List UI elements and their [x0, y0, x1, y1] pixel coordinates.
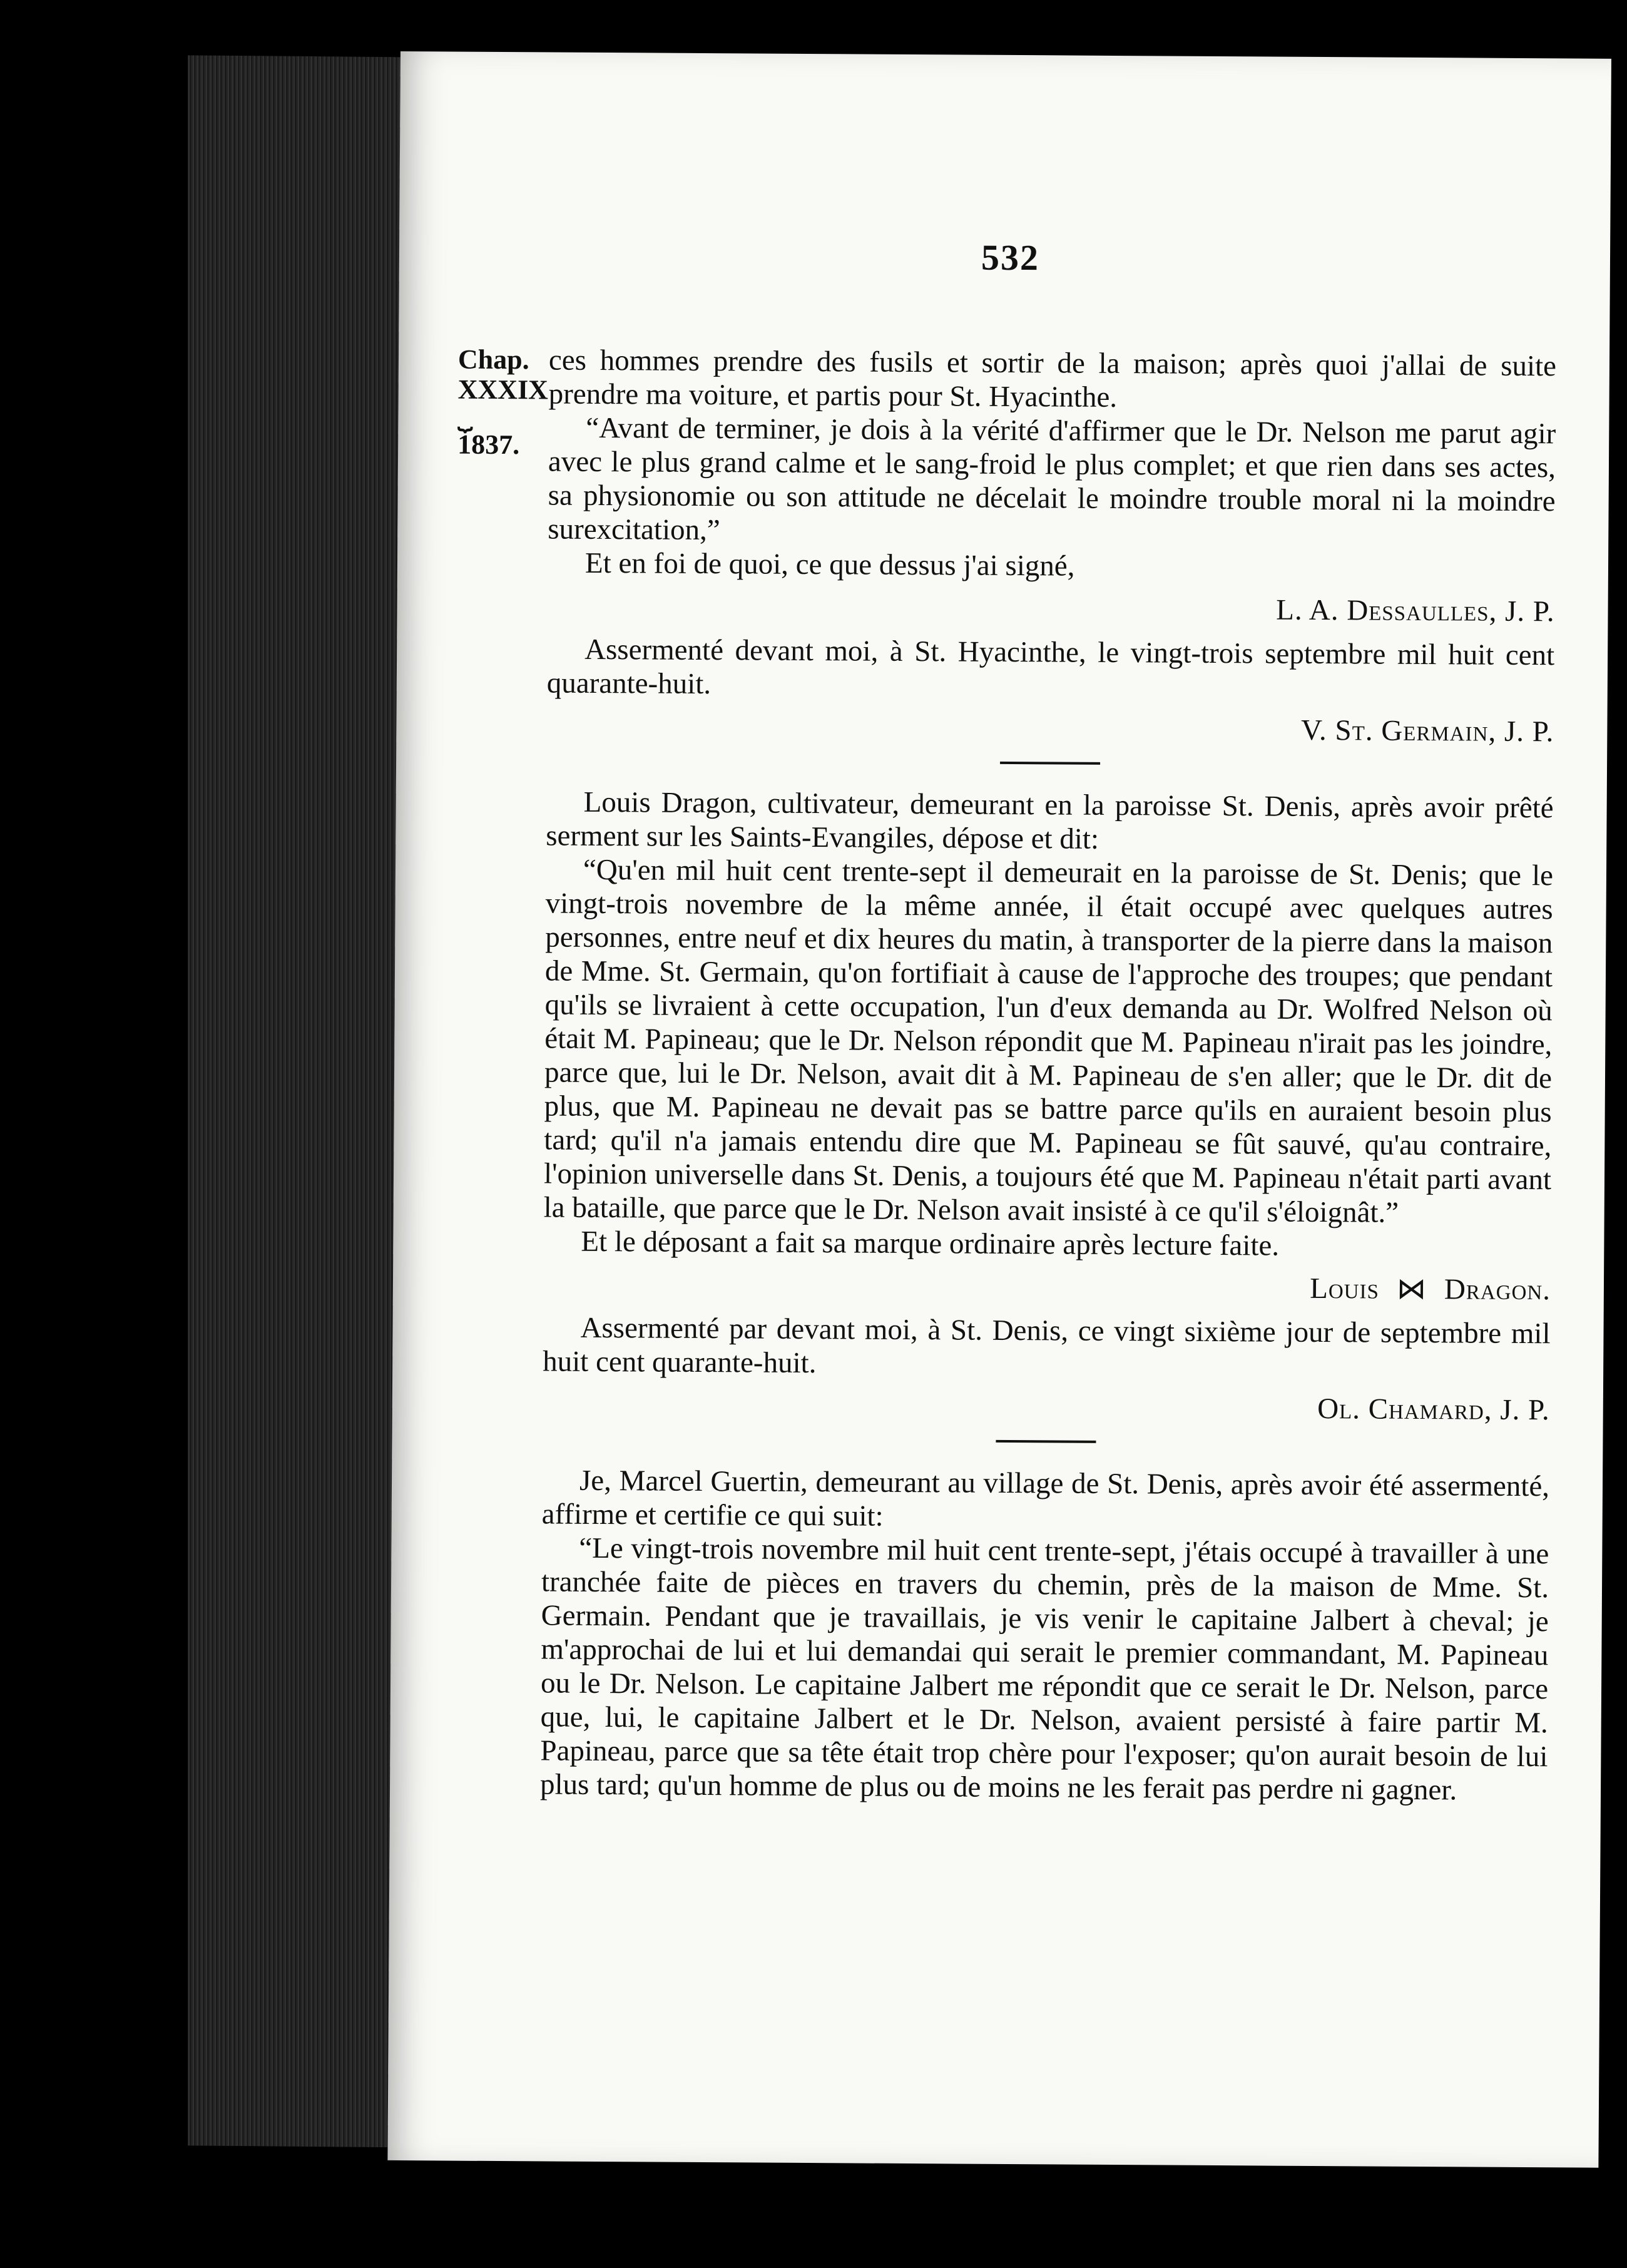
- paragraph: Louis Dragon, cultivateur, demeurant en la paroisse St. Denis, après avoir prêté serment sur les Saints-Evangiles, dépose et dit:: [546, 785, 1554, 856]
- signature-first-name: Louis: [1310, 1272, 1380, 1305]
- section-divider: [996, 1440, 1096, 1443]
- oath-statement: Assermenté par devant moi, à St. Denis, ce vingt sixième jour de septembre mil huit cent quarante-huit.: [543, 1311, 1551, 1380]
- signature-last-name: Dragon.: [1444, 1273, 1551, 1307]
- signature-chamard: Ol. Chamard, J. P.: [1317, 1392, 1550, 1427]
- signature-mark: ⋈: [1396, 1272, 1427, 1306]
- signature-dessaulles: L. A. Dessaulles, J. P.: [1276, 593, 1555, 628]
- paragraph: ces hommes prendre des fusils et sortir de la maison; après quoi j'allai de suite prendre ma voiture, et partis pour St. Hyacinthe.: [548, 344, 1557, 414]
- paragraph: “Le vingt-trois novembre mil huit cent trente-sept, j'étais occupé à travailler à une tranchée faite de pièces en travers du chemin, près de la maison de Mme. St. Germain. Pendant que je travaillais, je vis venir le capitaine Jalbert à cheval; je m'approchai de lui et lui demandai qui serait le premier commandant, M. Papineau ou le Dr. Nelson. Le capitaine Jalbert me répondit que ce serait le Dr. Nelson, parce que, lui, le capitaine Jalbert et le Dr. Nelson, avaient persisté à faire partir M. Papineau, parce que sa tête était trop chère pour l'exposer; qu'on aurait besoin de lui plus tard; qu'un homme de plus ou de moins ne les ferait pas perdre ni gagner.: [539, 1531, 1549, 1807]
- paragraph: Et en foi de quoi, ce que dessus j'ai signé,: [584, 546, 1075, 583]
- signature-dragon: [543, 1267, 1551, 1307]
- paragraph: Je, Marcel Guertin, demeurant au village de St. Denis, après avoir été assermenté, affirme et certifie ce qui suit:: [541, 1464, 1550, 1533]
- page-number: 532: [981, 237, 1040, 278]
- margin-year: 1837.: [457, 429, 520, 461]
- margin-chapter-number: XXXIX: [457, 374, 549, 406]
- oath-statement: Assermenté devant moi, à St. Hyacinthe, le vingt-trois septembre mil huit cent quarante-huit.: [546, 633, 1555, 701]
- paragraph: Et le déposant a fait sa marque ordinaire après lecture faite.: [581, 1225, 1280, 1262]
- paragraph: “Avant de terminer, je dois à la vérité d'affirmer que le Dr. Nelson me parut agir avec le plus grand calme et le sang-froid le plus complet; et que rien dans ses actes, sa physionomie ou son attitude ne décelait le moindre trouble moral ni la moindre surexcitation,”: [548, 411, 1556, 547]
- page-content: [387, 51, 1611, 2168]
- signature-st-germain: V. St. Germain, J. P.: [1300, 713, 1554, 748]
- section-divider: [1000, 762, 1100, 765]
- margin-chapter: Chap.: [457, 344, 529, 375]
- book-page: [387, 51, 1611, 2168]
- margin-brace: ⏟: [457, 402, 473, 431]
- body-text: [540, 343, 1556, 1807]
- paragraph: “Qu'en mil huit cent trente-sept il demeurait en la paroisse de St. Denis; que le vingt-trois novembre de la même année, il était occupé avec quelques autres personnes, entre neuf et dix heures du matin, à transporter de la pierre dans la maison de Mme. St. Germain, qu'on fortifiait à cause de l'approche des troupes; que pendant qu'ils se livraient à cette occupation, l'un d'eux demanda au Dr. Wolfred Nelson où était M. Papineau; que le Dr. Nelson répondit que M. Papineau n'irait pas les joindre, parce que, lui le Dr. Nelson, avait dit à M. Papineau de s'en aller; que le Dr. dit de plus, que M. Papineau ne devait pas se battre parce qu'ils en auraient besoin plus tard; qu'il n'a jamais entendu dire que M. Papineau se fût sauvé, qu'au contraire, l'opinion universelle dans St. Denis, a toujours été que M. Papineau n'était parti avant la bataille, que parce que le Dr. Nelson avait insisté à ce qu'il s'éloignât.”: [543, 853, 1554, 1229]
- margin-note: [457, 345, 552, 461]
